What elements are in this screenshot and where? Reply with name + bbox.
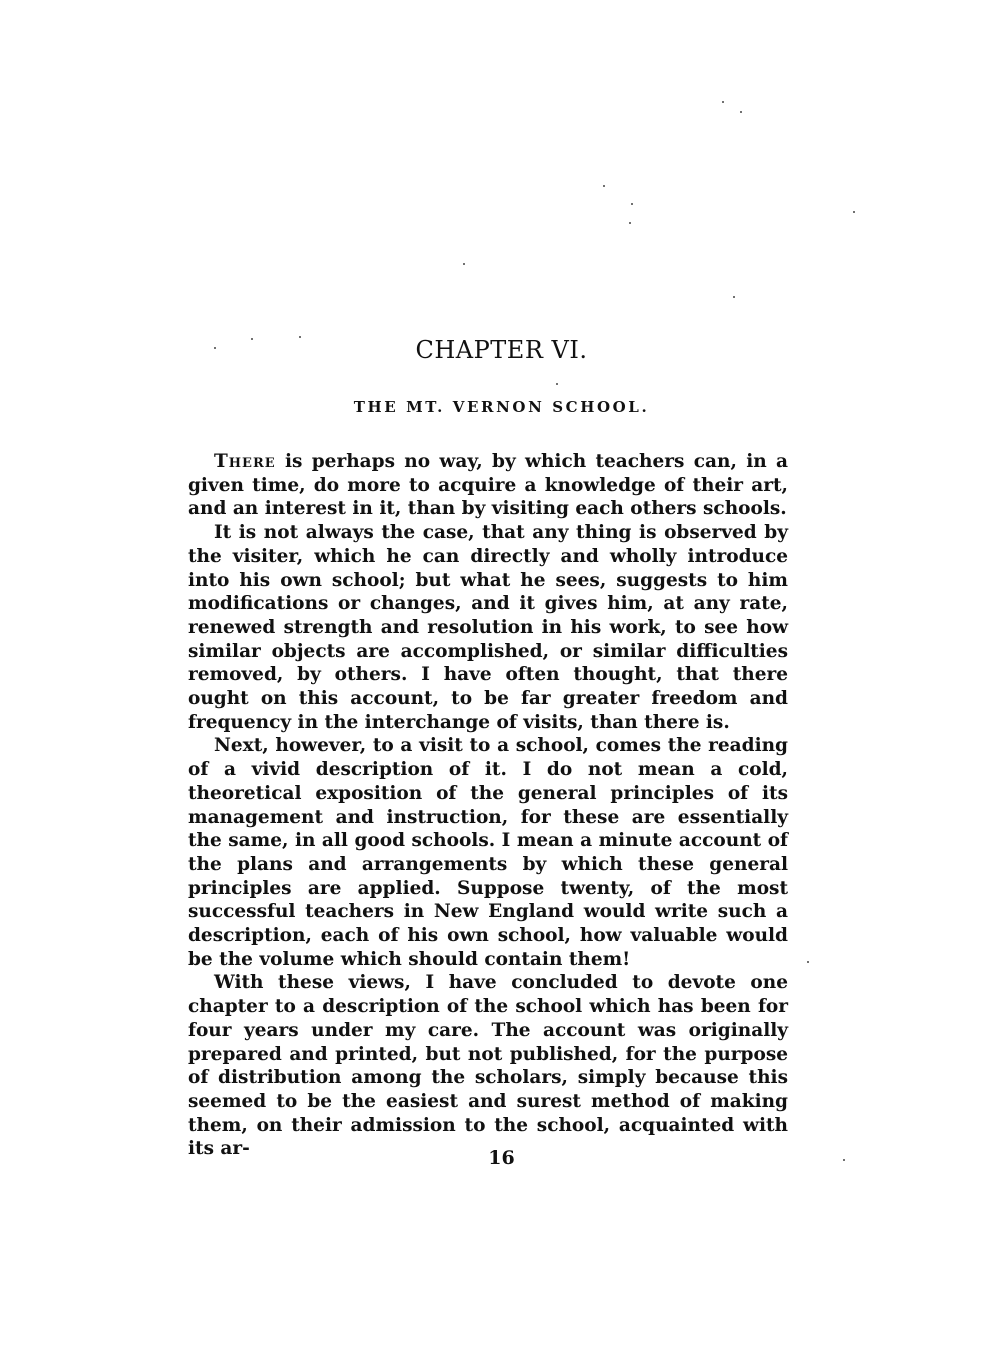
paragraph-4: With these views, I have concluded to devote one chapter to a description of the school which has been for four years under my care. The account was originally prepared and printed, but not published, for the purpose of distribution among the scholars, simply because this seemed to be the easiest and surest method of making them, on their admission to the school, acquainted with its ar- [188,972,788,1160]
scan-speck [722,101,724,103]
body-text [188,450,788,1161]
scan-speck [629,222,631,224]
paragraph-3: Next, however, to a visit to a school, comes the reading of a vivid description of it. I do not mean a cold, theoretical exposition of the general principles of its management and instruction, for these are essentially the same, in all good schools. I mean a minute account of the plans and arrangements by which these general principles are applied. Suppose twenty, of the most successful teachers in New England would write such a description, each of his own school, how valuable would be the volume which should contain them! [188,735,788,970]
scan-speck [853,211,855,213]
paragraph-1 [188,450,788,521]
scan-speck [631,203,633,205]
section-title: THE MT. VERNON SCHOOL. [353,398,650,416]
scan-speck [251,338,253,340]
scan-speck [556,383,558,385]
scan-speck [463,263,465,265]
chapter-title: CHAPTER VI. [415,336,588,364]
scan-speck [214,347,216,349]
scan-speck [603,185,605,187]
scan-speck [807,961,809,963]
page-number: 16 [488,1147,515,1169]
paragraph-2: It is not always the case, that any thing is observed by the visiter, which he can directly and wholly introduce into his own school; but what he sees, suggests to him modifications or changes, and it gives him, at any rate, renewed strength and resolution in his work, to see how similar objects are accomplished, or similar difficulties removed, by others. I have often thought, that there ought on this account, to be far greater freedom and frequency in the interchange of visits, than there is. [188,522,788,733]
scan-speck [740,111,742,113]
paragraph-lead-word: There [214,451,276,472]
paragraph-text: is perhaps no way, by which teachers can, in a given time, do more to acquire a knowledge of their art, and an interest in it, than by visiting each others schools. [188,451,788,520]
scan-speck [843,1159,845,1161]
scan-speck [299,336,301,338]
scan-speck [733,296,735,298]
